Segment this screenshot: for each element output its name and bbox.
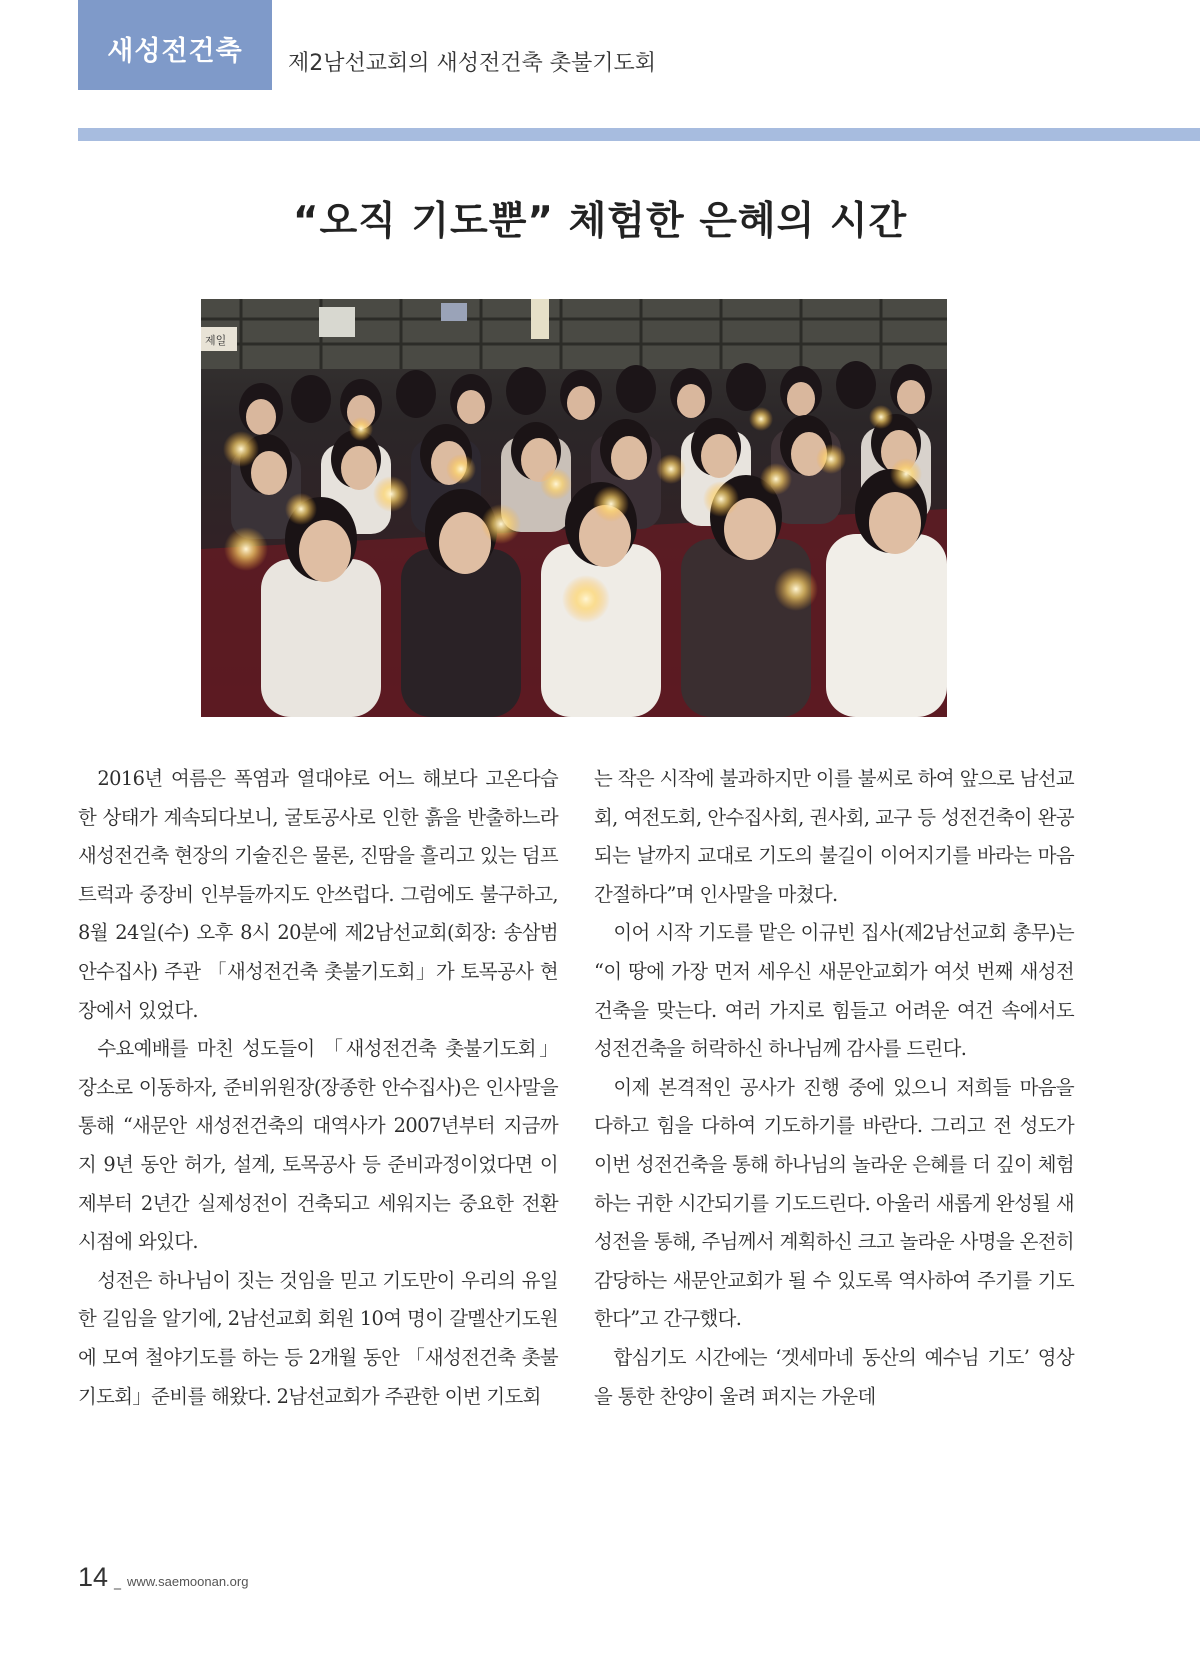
paragraph: 합심기도 시간에는 ‘겟세마네 동산의 예수님 기도’ 영상을 통한 찬양이 울려 퍼지는 가운데 xyxy=(594,1345,1074,1408)
page-footer xyxy=(78,1562,248,1593)
article-title: “오직 기도뿐” 체험한 은혜의 시간 xyxy=(292,199,908,244)
footer-separator: _ xyxy=(114,1574,122,1590)
paragraph: 수요예배를 마친 성도들이 「새성전건축 촛불기도회」 장소로 이동하자, 준비위원장(장종한 안수집사)은 인사말을 통해 “새문안 새성전건축의 대역사가 2007년부터 지금까지 9년 동안 허가, 설계, 토목공사 등 준비과정이었다면 이제부터 2년간 실제성전이 건축되고 세워지는 중요한 전환시점에 와있다. xyxy=(78,1037,558,1254)
sign-text: 제일 xyxy=(205,334,227,347)
article-photo xyxy=(201,299,947,717)
page-number: 14 xyxy=(78,1562,109,1592)
running-header-title: 제2남선교회의 새성전건축 촛불기도회 xyxy=(288,51,657,76)
section-tab-label: 새성전건축 xyxy=(107,35,243,67)
paragraph: 이제 본격적인 공사가 진행 중에 있으니 저희들 마음을 다하고 힘을 다하여 기도하기를 바란다. 그리고 전 성도가 이번 성전건축을 통해 하나님의 놀라운 은혜를 더 깊이 체험하는 귀한 시간되기를 기도드린다. 아울러 새롭게 완성될 새성전을 통해, 주님께서 계획하신 크고 놀라운 사명을 온전히 감당하는 새문안교회가 될 수 있도록 역사하여 주기를 기도한다”고 간구했다. xyxy=(594,1075,1074,1331)
article-body-left-column xyxy=(78,760,558,1416)
paragraph: 성전은 하나님이 짓는 것임을 믿고 기도만이 우리의 유일한 길임을 알기에, 2남선교회 회원 10여 명이 갈멜산기도원에 모여 철야기도를 하는 등 2개월 동안 「새성전건축 촛불기도회」준비를 해왔다. 2남선교회가 주관한 이번 기도회 xyxy=(78,1268,558,1408)
paragraph: 는 작은 시작에 불과하지만 이를 불씨로 하여 앞으로 남선교회, 여전도회, 안수집사회, 권사회, 교구 등 성전건축이 완공되는 날까지 교대로 기도의 불길이 이어지기를 바라는 마음 간절하다”며 인사말을 마쳤다. xyxy=(594,767,1074,906)
section-tab xyxy=(78,0,272,90)
paragraph: 2016년 여름은 폭염과 열대야로 어느 해보다 고온다습한 상태가 계속되다보니, 굴토공사로 인한 흙을 반출하느라 새성전건축 현장의 기술진은 물론, 진땀을 흘리고 있는 덤프트럭과 중장비 인부들까지도 안쓰럽다. 그럼에도 불구하고, 8월 24일(수) 오후 8시 20분에 제2남선교회(회장: 송삼범 안수집사) 주관 「새성전건축 촛불기도회」가 토목공사 현장에서 있었다. xyxy=(78,767,558,1022)
article-body-right-column xyxy=(594,760,1074,1416)
website-link[interactable]: www.saemoonan.org xyxy=(127,1574,249,1589)
paragraph: 이어 시작 기도를 맡은 이규빈 집사(제2남선교회 총무)는 “이 땅에 가장 먼저 세우신 새문안교회가 여섯 번째 새성전건축을 맞는다. 여러 가지로 힘들고 어려운 여건 속에서도 성전건축을 허락하신 하나님께 감사를 드린다. xyxy=(594,921,1074,1061)
header-rule xyxy=(78,128,1200,141)
candlelight-vigil-photo xyxy=(201,299,947,717)
